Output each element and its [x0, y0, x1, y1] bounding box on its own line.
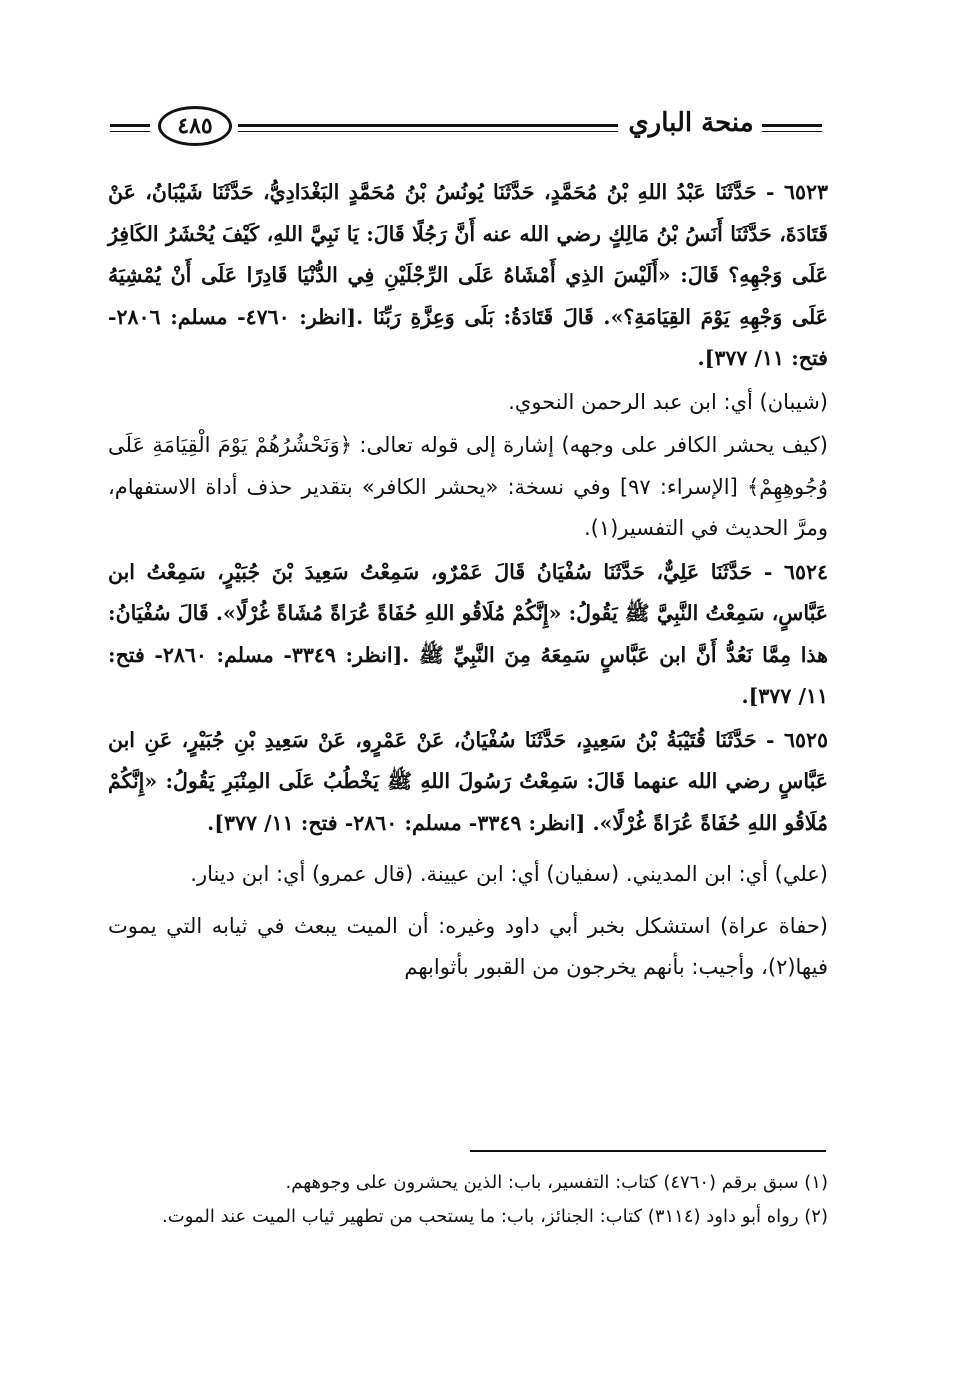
- commentary-hufat-urat: (حفاة عراة) استشكل بخبر أبي داود وغيره: أن الميت يبعث في ثيابه التي يموت فيها(٢)، وأجيب: بأنهم يخرجون من القبور بأثوابهم: [108, 913, 828, 979]
- header-rule-right: [762, 124, 822, 132]
- main-text: [108, 172, 828, 989]
- footnote-separator: [470, 1150, 826, 1152]
- header-rule-left: [110, 124, 150, 132]
- hadith-6524: ٦٥٢٤ - حَدَّثَنَا عَلِيٌّ، حَدَّثَنَا سُفْيَانُ قَالَ عَمْرٌو، سَمِعْتُ سَعِيدَ بْنَ جُبَيْرٍ، سَمِعْتُ ابن عَبَّاسٍ، سَمِعْتُ النَّبِيَّ ﷺ يَقُولُ: «إِنَّكُمْ مُلَاقُو اللهِ حُفَاةً عُرَاةً مُشَاةً غُرْلًا». قَالَ سُفْيَانُ: هذا مِمَّا نَعُدُّ أَنَّ ابن عَبَّاسٍ سَمِعَهُ مِنَ النَّبِيِّ ﷺ .[انظر: ٣٣٤٩- مسلم: ٢٨٦٠- فتح: ١١/ ٣٧٧].: [108, 559, 828, 708]
- running-title: منحة الباري: [628, 108, 754, 138]
- commentary-shayban: (شيبان) أي: ابن عبد الرحمن النحوي.: [508, 389, 828, 414]
- footnote-1: (١) سبق برقم (٤٧٦٠) كتاب: التفسير، باب: الذين يحشرون على وجوههم.: [285, 1172, 828, 1193]
- commentary-ali-sufyan: (علي) أي: ابن المديني. (سفيان) أي: ابن عيينة. (قال عمرو) أي: ابن دينار.: [190, 862, 828, 886]
- footnotes: [108, 1166, 828, 1234]
- page-header: [110, 104, 822, 152]
- hadith-6523: ٦٥٢٣ - حَدَّثَنَا عَبْدُ اللهِ بْنُ مُحَمَّدٍ، حَدَّثَنَا يُونُسُ بْنُ مُحَمَّدٍ البَغْدَادِيُّ، حَدَّثَنَا شَيْبَانُ، عَنْ قَتَادَةَ، حَدَّثَنَا أَنَسُ بْنُ مَالِكٍ رضي الله عنه أَنَّ رَجُلًا قَالَ: يَا نَبِيَّ اللهِ، كَيْفَ يُحْشَرُ الكَافِرُ عَلَى وَجْهِهِ؟ قَالَ: «أَلَيْسَ الذِي أَمْشَاهُ عَلَى الرِّجْلَيْنِ فِي الدُّنْيَا قَادِرًا عَلَى أَنْ يُمْشِيَهُ عَلَى وَجْهِهِ يَوْمَ القِيَامَةِ؟». قَالَ قَتَادَةُ: بَلَى وَعِزَّةِ رَبِّنَا .[انظر: ٤٧٦٠- مسلم: ٢٨٠٦- فتح: ١١/ ٣٧٧].: [108, 180, 828, 370]
- page-number: ٤٨٥: [158, 106, 232, 146]
- footnote-2: (٢) رواه أبو داود (٣١١٤) كتاب: الجنائز، باب: ما يستحب من تطهير ثياب الميت عند الموت.: [162, 1206, 828, 1227]
- commentary-kayfa-yuhshar: (كيف يحشر الكافر على وجهه) إشارة إلى قوله تعالى: ﴿وَنَحْشُرُهُمْ يَوْمَ الْقِيَامَةِ عَلَى وُجُوهِهِمْ﴾ [الإسراء: ٩٧] وفي نسخة: «يحشر الكافر» بتقدير حذف أداة الاستفهام، ومرَّ الحديث في التفسير(١).: [108, 433, 828, 540]
- header-rule-middle: [238, 124, 618, 132]
- hadith-6525: ٦٥٢٥ - حَدَّثَنَا قُتَيْبَةُ بْنُ سَعِيدٍ، حَدَّثَنَا سُفْيَانُ، عَنْ عَمْرٍو، عَنْ سَعِيدِ بْنِ جُبَيْرٍ، عَنِ ابن عَبَّاسٍ رضي الله عنهما قَالَ: سَمِعْتُ رَسُولَ اللهِ ﷺ يَخْطُبُ عَلَى المِنْبَرِ يَقُولُ: «إِنَّكُمْ مُلَاقُو اللهِ حُفَاةً عُرَاةً غُرْلًا». [انظر: ٣٣٤٩- مسلم: ٢٨٦٠- فتح: ١١/ ٣٧٧].: [108, 727, 828, 835]
